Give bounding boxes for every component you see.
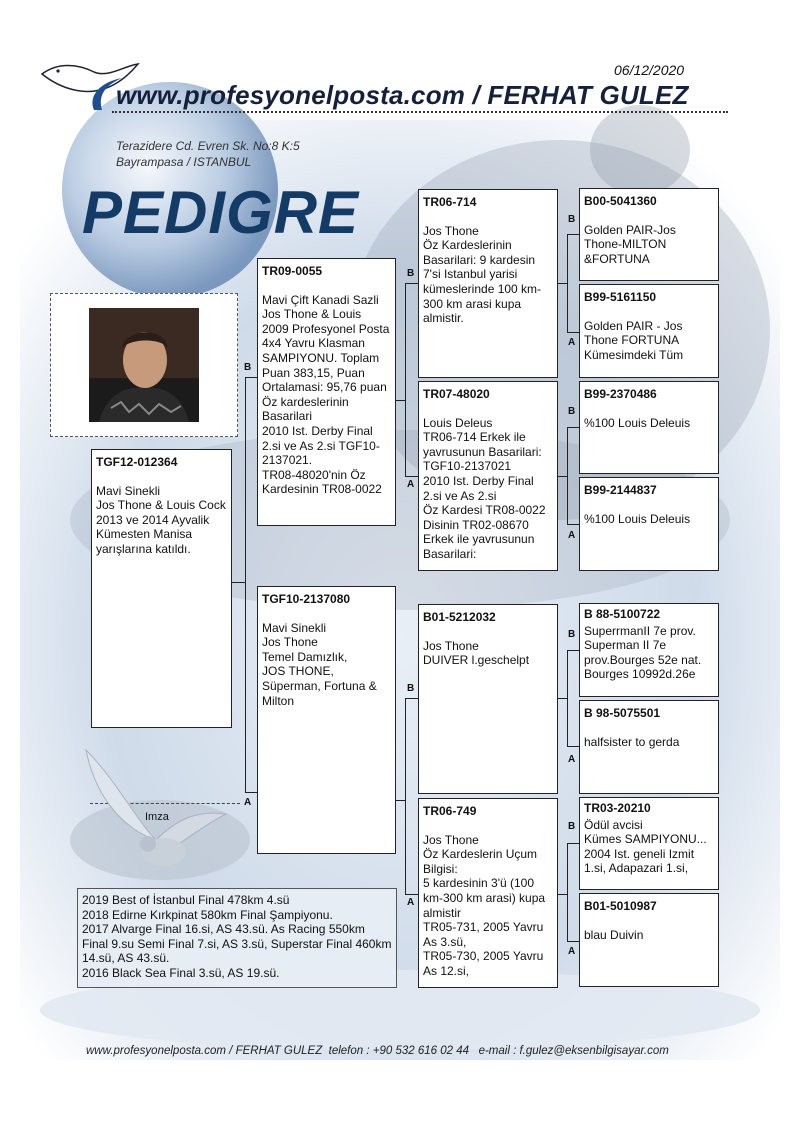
- grandparent-description: Jos Thone DUIVER l.geschelpt: [423, 638, 530, 668]
- connector: [405, 283, 418, 284]
- ring-number: B00-5041360: [584, 194, 657, 208]
- achievement-item: 2019 Best of İstanbul Final 478km 4.sü: [82, 893, 290, 907]
- ring-number: B99-5161150: [584, 290, 657, 304]
- grandparent-card: [418, 381, 558, 571]
- subject-card: [91, 449, 232, 728]
- dam-label: A: [244, 797, 252, 808]
- grandsire-label: B: [407, 268, 415, 279]
- ring-number: TR03-20210: [584, 801, 651, 815]
- grandparent-description: Jos Thone Öz Kardeslerin Uçum Bilgisi: 5 kardesinin 3'ü (100 km-300 km arasi) kupa almistir TR05-731, 2005 Yavru As 3.sü, TR05-730, 2005 Yavru As 12.si,: [423, 832, 546, 978]
- ring-number: TR06-714: [423, 195, 477, 209]
- great-grandparent-card: [579, 893, 719, 987]
- connector: [567, 234, 579, 235]
- achievement-item: 2017 Alvarge Final 16.si, AS 43.sü. As Racing 550km Final 9.su Semi Final 7.si, AS 3.sü, Superstar Final 460km 14.sü, AS 43.sü.: [82, 922, 392, 966]
- great-grandparent-card: [579, 603, 719, 697]
- site-title: www.profesyonelposta.com / FERHAT GULEZ: [116, 80, 689, 110]
- grandparent-description: Louis Deleus TR06-714 Erkek ile yavrusunun Basarilari: TGF10-2137021 2010 Ist. Derby Final 2.si ve As 2.si Öz Kardesi TR08-0022 Disinin TR02-08670 Erkek ile yavrusunun Basarilari:: [423, 415, 546, 561]
- print-date: 06/12/2020: [614, 62, 685, 78]
- connector: [405, 476, 418, 477]
- connector: [405, 283, 406, 476]
- connector: [567, 843, 568, 941]
- page-title: PEDIGRE: [82, 179, 360, 246]
- ring-number: TR07-48020: [423, 387, 490, 401]
- connector: [567, 941, 579, 942]
- great-grandparent-description: Ödül avcisi Kümes SAMPIYONU... 2004 Ist. geneli Izmit 1.si, Adapazari 1.si,: [584, 817, 707, 876]
- ring-number: B 88-5100722: [584, 607, 661, 621]
- granddam-label: A: [407, 479, 415, 490]
- connector: [567, 746, 579, 747]
- great-grandparent-label: B: [568, 406, 576, 417]
- connector: [567, 650, 568, 746]
- connector: [557, 698, 567, 699]
- great-grandparent-label: A: [568, 530, 576, 541]
- address-line-2: Bayrampasa / ISTANBUL: [116, 155, 252, 169]
- achievement-item: 2018 Edirne Kırkpinat 580km Final Şampiyonu.: [82, 907, 333, 922]
- sire-description: Mavi Çift Kanadi Sazli Jos Thone & Louis 2009 Profesyonel Posta 4x4 Yavru Klasman SAMPIYONU. Toplam Puan 383,15, Puan Ortalamasi: 95,76 puan Öz kardeslerinin Basarilari 2010 Ist. Derby Final 2.si ve As 2.si TGF10-2137021. TR08-48020'nin Öz Kardesinin TR08-0022: [262, 292, 390, 497]
- owner-photo: [89, 308, 199, 422]
- great-grandparent-card: [579, 700, 719, 794]
- connector: [567, 427, 568, 524]
- great-grandparent-card: [579, 477, 719, 571]
- great-grandparent-description: %100 Louis Deleuis: [584, 415, 691, 430]
- connector: [557, 476, 567, 477]
- great-grandparent-description: %100 Louis Deleuis: [584, 511, 691, 526]
- pigeon-illustration-icon: [66, 740, 256, 880]
- great-grandparent-card: [579, 381, 719, 474]
- ring-number: TR06-749: [423, 804, 477, 818]
- great-grandparent-label: B: [568, 629, 576, 640]
- ring-number: B99-2144837: [584, 483, 657, 497]
- great-grandparent-label: B: [568, 214, 576, 225]
- grandparent-card: [418, 798, 558, 988]
- great-grandparent-card: [579, 284, 719, 378]
- signature-label: Imza: [145, 811, 169, 823]
- grandparent-card: [418, 189, 558, 378]
- address-line-1: Terazidere Cd. Evren Sk. No:8 K:5: [116, 139, 300, 153]
- connector: [567, 650, 579, 651]
- dam-description: Mavi Sinekli Jos Thone Temel Damızlık, JOS THONE, Süperman, Fortuna & Milton: [262, 620, 377, 708]
- great-grandparent-description: Golden PAIR - Jos Thone FORTUNA Kümesimdeki Tüm: [584, 318, 684, 362]
- connector: [567, 234, 568, 332]
- great-grandparent-description: blau Duivin: [584, 927, 644, 942]
- sire-label: B: [244, 362, 252, 373]
- connector: [557, 283, 567, 284]
- achievement-item: 2016 Black Sea Final 3.sü, AS 19.sü.: [82, 965, 280, 980]
- footer-contact: www.profesyonelposta.com / FERHAT GULEZ telefon : +90 532 616 02 44 e-mail : f.gulez@eksenbilgisayar.com: [86, 1045, 669, 1057]
- ring-number: B 98-5075501: [584, 706, 661, 720]
- subject-description: Mavi Sinekli Jos Thone & Louis Cock 2013 ve 2014 Ayvalik Kümesten Manisa yarışlarına katıldı.: [96, 483, 226, 556]
- connector: [395, 800, 405, 801]
- ring-number: TGF12-012364: [96, 455, 178, 469]
- connector: [567, 427, 579, 428]
- connector: [567, 843, 579, 844]
- connector: [567, 524, 579, 525]
- great-grandparent-label: A: [568, 946, 576, 957]
- connector: [405, 698, 418, 699]
- connector: [245, 377, 257, 378]
- sire-card: [257, 258, 396, 526]
- great-grandparent-description: halfsister to gerda: [584, 734, 680, 749]
- connector: [567, 332, 579, 333]
- great-grandparent-card: [579, 797, 719, 890]
- connector: [405, 698, 406, 894]
- connector: [395, 400, 405, 401]
- ring-number: B01-5212032: [423, 610, 496, 624]
- great-grandparent-description: Golden PAIR-Jos Thone-MILTON &FORTUNA: [584, 222, 676, 266]
- achievements-panel: [77, 888, 397, 988]
- ring-number: TR09-0055: [262, 264, 323, 278]
- connector: [405, 894, 418, 895]
- grandparent-card: [418, 604, 558, 794]
- dam-card: [257, 586, 396, 854]
- connector: [231, 582, 245, 583]
- great-grandparent-label: B: [568, 821, 576, 832]
- great-grandparent-card: [579, 188, 719, 281]
- ring-number: B01-5010987: [584, 899, 657, 913]
- grandparent-description: Jos Thone Öz Kardeslerinin Basarilari: 9 kardesin 7'si Istanbul yarisi kümeslerinde 100 km-300 km arasi kupa almistir.: [423, 223, 542, 326]
- great-grandparent-description: SuperrmanII 7e prov. Superman II 7e prov.Bourges 52e nat. Bourges 10992d.26e: [584, 623, 702, 682]
- header-divider: [112, 111, 728, 113]
- ring-number: B99-2370486: [584, 387, 657, 401]
- great-grandparent-label: A: [568, 754, 576, 765]
- ring-number: TGF10-2137080: [262, 592, 351, 606]
- connector: [557, 894, 567, 895]
- grandsire-label: B: [407, 683, 415, 694]
- great-grandparent-label: A: [568, 337, 576, 348]
- connector: [245, 377, 246, 792]
- granddam-label: A: [407, 897, 415, 908]
